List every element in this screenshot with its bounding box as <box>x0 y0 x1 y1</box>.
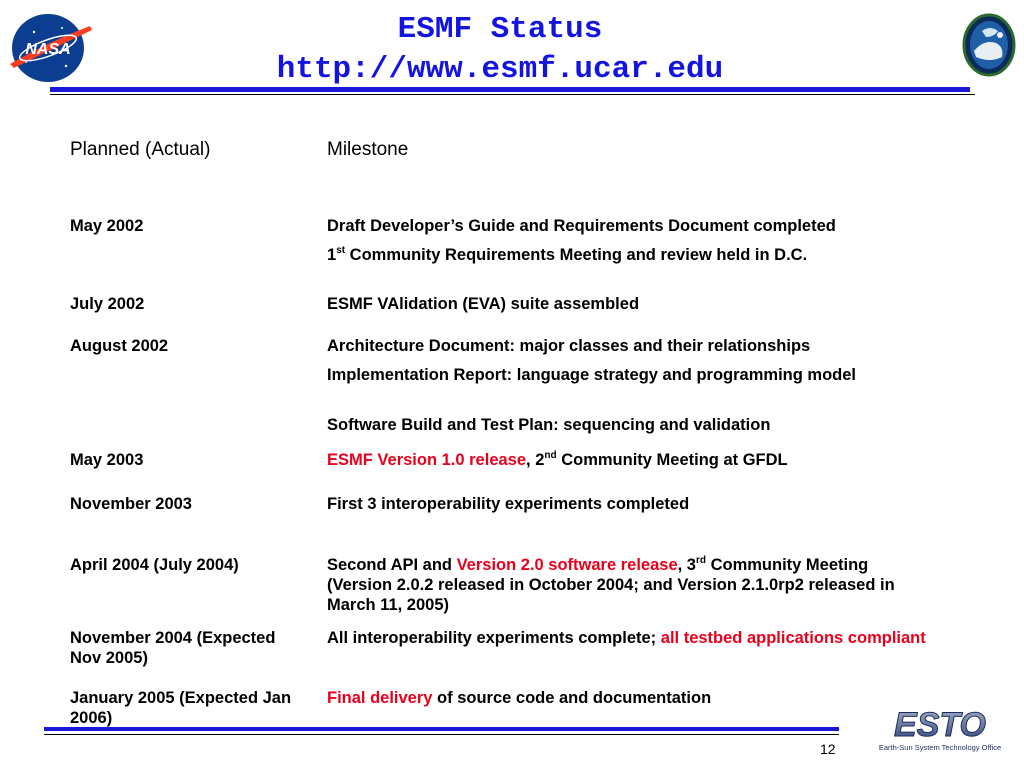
row-date: November 2004 (Expected Nov 2005) <box>70 629 276 667</box>
milestone-item: All interoperability experiments complete; all testbed applications compliant <box>327 629 926 647</box>
footer-rule-thin <box>44 734 839 735</box>
row-date: August 2002 <box>70 337 169 355</box>
row-date: January 2005 (Expected Jan 2006) <box>70 689 292 727</box>
milestone-item: Final delivery of source code and documentation <box>327 689 712 707</box>
milestone-item: Implementation Report: language strategy and programming model <box>327 366 856 384</box>
row-date: May 2003 <box>70 451 144 469</box>
milestone-item: Software Build and Test Plan: sequencing and validation <box>327 416 771 434</box>
milestone-item: Draft Developer’s Guide and Requirements Document completed <box>327 217 836 235</box>
row-date: May 2002 <box>70 217 144 235</box>
esto-logo-text: ESTO <box>894 706 986 744</box>
milestone-item: 1st Community Requirements Meeting and review held in D.C. <box>327 244 808 264</box>
slide-title: ESMF Status <box>397 12 603 47</box>
milestone-item: Architecture Document: major classes and their relationships <box>327 337 811 355</box>
milestone-item: ESMF Version 1.0 release, 2nd Community Meeting at GFDL <box>327 449 788 469</box>
milestone-item: ESMF VAlidation (EVA) suite assembled <box>327 295 640 313</box>
slide-url[interactable]: http://www.esmf.ucar.edu <box>276 52 724 87</box>
footer-rule-thick <box>44 727 839 731</box>
esto-subtitle: Earth-Sun System Technology Office <box>878 743 1002 752</box>
row-date: July 2002 <box>70 295 145 313</box>
esto-logo <box>866 706 1016 761</box>
row-date: November 2003 <box>70 495 192 513</box>
header-planned: Planned (Actual) <box>70 139 211 160</box>
row-date: April 2004 (July 2004) <box>70 556 239 574</box>
milestone-item: Second API and Version 2.0 software release, 3rd Community Meeting (Version 2.0.2 released in October 2004; and Version 2.1.0rp2 released in March 11, 2005) <box>327 554 895 614</box>
nasa-logo-text: NASA <box>25 41 71 58</box>
page-number: 12 <box>820 741 836 757</box>
header-milestone: Milestone <box>327 139 409 160</box>
milestone-item: First 3 interoperability experiments completed <box>327 495 690 513</box>
